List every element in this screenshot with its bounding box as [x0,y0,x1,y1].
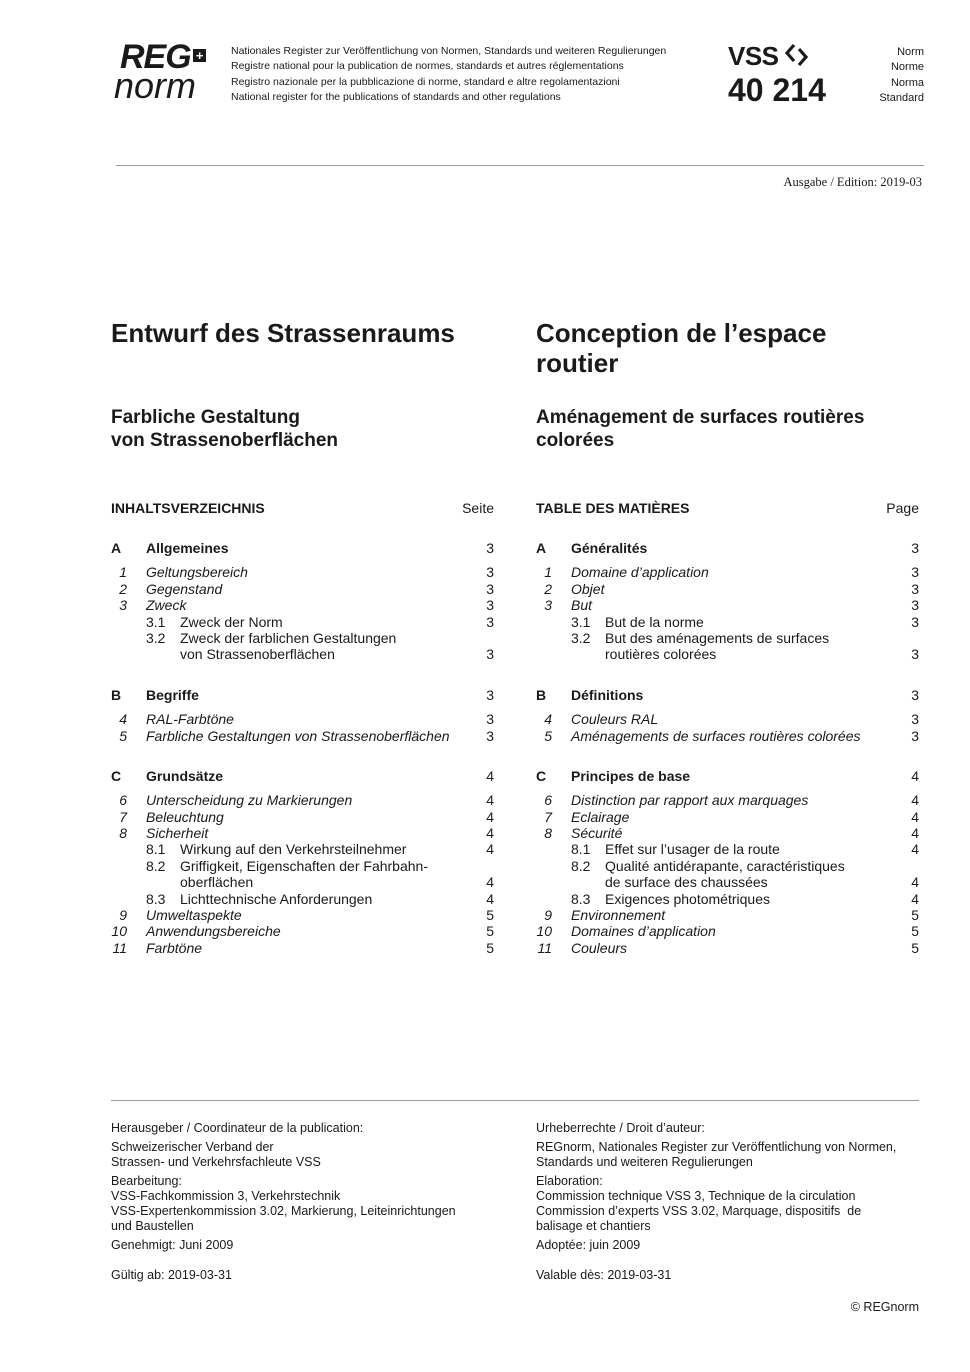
toc-entry-number: 6 [119,792,127,809]
toc-entry-row [536,809,919,825]
toc-section-letter: C [111,767,122,784]
toc-entry-number: 6 [544,792,552,809]
toc-page-number: 3 [486,580,494,597]
toc-spacer [111,663,494,687]
processing-line: Commission d’experts VSS 3.02, Marquage, dispositifs de [536,1204,862,1218]
toc-entry-number: 4 [544,711,552,728]
logo-reg-text: REG [120,38,191,76]
toc-page-number: 3 [911,686,919,703]
toc-heading-de: INHALTSVERZEICHNIS [111,500,265,516]
toc-entry-row [111,923,494,939]
vss-logo [728,42,809,70]
toc-entry-row [536,630,919,646]
norm-number: 40 214 [728,72,826,108]
toc-entry-number: 8 [119,825,127,842]
header-divider [116,165,924,166]
toc-page-number: 3 [486,727,494,744]
toc-page-number: 3 [911,564,919,581]
toc-subentry-number: 3.1 [146,613,166,630]
toc-entry-number: 3 [544,597,552,614]
toc-page-number: 5 [911,923,919,940]
toc-section-title: Allgemeines [146,540,229,556]
toc-spacer [111,784,494,792]
toc-spacer [111,556,494,564]
toc-entry-row [111,907,494,923]
approved-date: Adoptée: juin 2009 [536,1238,641,1252]
toc-subentry-title: Griffigkeit, Eigenschaften der Fahrbahn- [180,857,428,874]
toc-spacer [111,703,494,711]
toc-entry-row [536,581,919,597]
swiss-cross-icon: + [193,49,206,62]
toc-subentry-title: Effet sur l’usager de la route [605,841,780,858]
toc-entry-number: 8 [544,825,552,842]
toc-subentry-title: Qualité antidérapante, caractéristiques [605,857,845,874]
register-description [231,44,666,106]
toc-page-number: 3 [911,540,919,556]
toc-entry-row [111,841,494,857]
toc-subentry-title: Lichttechnische Anforderungen [180,890,373,907]
toc-entry-number: 2 [119,580,127,597]
toc-entry-title: Aménagements de surfaces routières colorées [571,727,861,744]
subtitle-de [111,406,338,452]
toc-subentry-title: But de la norme [605,613,704,630]
toc-page-number: 5 [911,907,919,924]
processing-line: und Baustellen [111,1219,194,1233]
toc-entry-title: Zweck [146,597,187,614]
subtitle-de-line: Farbliche Gestaltung [111,407,300,428]
toc-page-number: 3 [911,711,919,728]
toc-page-label-fr: Page [886,500,919,516]
subtitle-fr-line: colorées [536,430,615,451]
toc-entry-row [536,874,919,890]
toc-entry-row [536,564,919,580]
register-line: Registre national pour la publication de normes, standards et autres réglementations [231,60,624,73]
toc-entry-row [536,728,919,744]
toc-entry-number: 5 [119,727,127,744]
toc-section-title: Principes de base [571,767,691,784]
toc-entry-number: 9 [119,907,127,924]
toc-section-letter: B [536,686,547,703]
toc-spacer [536,663,919,687]
toc-entry-number: 5 [544,727,552,744]
toc-entry-row [111,728,494,744]
toc-subentry-title: Zweck der Norm [180,613,283,630]
toc-subentry-continuation: von Strassenoberflächen [180,646,335,663]
toc-subentry-title: But des aménagements de surfaces [605,629,830,646]
publisher-line: Schweizerischer Verband der [111,1140,274,1154]
footer-divider [111,1100,919,1101]
toc-entry-title: RAL-Farbtöne [146,711,234,728]
footer-de [111,1121,511,1283]
vss-arrows-icon [785,42,809,68]
toc-page-number: 4 [911,841,919,858]
toc-entry-title: Couleurs RAL [571,711,659,728]
toc-entry-row [536,792,919,808]
toc-entry-row [111,564,494,580]
norm-type-labels [879,45,924,106]
toc-page-number: 3 [911,580,919,597]
toc-subentry-number: 8.1 [571,841,591,858]
title-fr-line: Conception de l’espace [536,318,827,348]
toc-page-number: 4 [486,825,494,842]
toc-section-row [536,687,919,703]
toc-page-number: 4 [911,825,919,842]
toc-page-number: 3 [486,646,494,663]
toc-entry-title: Distinction par rapport aux marquages [571,792,809,809]
subtitle-fr-line: Aménagement de surfaces routières [536,407,865,428]
toc-spacer [536,784,919,792]
toc-entry-number: 10 [111,923,127,940]
toc-entry-title: Gegenstand [146,580,223,597]
toc-entry-title: Farbtöne [146,939,203,956]
toc-entry-row [536,825,919,841]
toc-subentry-number: 8.3 [571,890,591,907]
toc-section-letter: A [536,540,547,556]
toc-page-number: 3 [486,540,494,556]
toc-page-number: 3 [911,646,919,663]
valid-date: Valable dès: 2019-03-31 [536,1268,672,1282]
toc-entry-title: Eclairage [571,808,630,825]
toc-entry-title: Domaine d’application [571,564,709,581]
toc-section-title: Grundsätze [146,767,224,784]
subtitle-fr [536,406,864,452]
toc-page-number: 3 [911,613,919,630]
norm-word: Norma [890,76,924,89]
toc-entry-title: Sécurité [571,825,623,842]
toc-page-number: 4 [486,890,494,907]
toc-section-letter: C [536,767,547,784]
subtitle-de-line: von Strassenoberflächen [111,430,339,451]
toc-entry-number: 3 [119,597,127,614]
processing-line: Commission technique VSS 3, Technique de la circulation [536,1189,856,1203]
processing-line: VSS-Fachkommission 3, Verkehrstechnik [111,1189,341,1203]
toc-entry-title: Objet [571,580,605,597]
toc-entry-row [111,858,494,874]
toc-page-number: 4 [911,767,919,784]
toc-page-number: 4 [486,874,494,891]
toc-entry-number: 2 [544,580,552,597]
processing-line: Bearbeitung: [111,1174,182,1188]
toc-entry-title: But [571,597,593,614]
toc-subentry-continuation: de surface des chaussées [605,874,768,891]
toc-entry-number: 11 [537,939,552,956]
toc-subentry-number: 3.1 [571,613,591,630]
toc-subentry-title: Zweck der farblichen Gestaltungen [180,629,397,646]
toc-spacer [536,556,919,564]
toc-entry-row [536,711,919,727]
vss-label: VSS [728,41,779,71]
toc-entry-row [111,809,494,825]
toc-page-number: 4 [486,841,494,858]
register-line: National register for the publications of standards and other regulations [231,91,561,104]
processing-line: balisage et chantiers [536,1219,651,1233]
toc-page-number: 5 [911,939,919,956]
copyright-notice: © REGnorm [850,1300,919,1314]
toc-entry-row [536,597,919,613]
toc-section-title: Begriffe [146,686,199,703]
toc-entry-row [111,940,494,956]
toc-entry-row [111,792,494,808]
toc-entry-row [111,630,494,646]
toc-page-number: 3 [911,727,919,744]
toc-entry-title: Unterscheidung zu Markierungen [146,792,353,809]
register-line: Registro nazionale per la pubblicazione di norme, standard e altre regolamentazioni [231,75,620,88]
toc-heading-fr: TABLE DES MATIÈRES [536,500,690,516]
toc-entry-number: 7 [544,808,552,825]
toc-entry-row [536,923,919,939]
toc-page-number: 5 [486,907,494,924]
approved-date: Genehmigt: Juni 2009 [111,1238,234,1252]
toc-page-number: 5 [486,923,494,940]
processing-line: Elaboration: [536,1174,603,1188]
toc-entry-title: Environnement [571,907,666,924]
processing-line: VSS-Expertenkommission 3.02, Markierung, Leiteinrichtungen [111,1204,456,1218]
toc-entry-row [111,597,494,613]
toc-entry-title: Sicherheit [146,825,209,842]
toc-entry-title: Umweltaspekte [146,907,242,924]
toc-subentry-number: 8.1 [146,841,166,858]
publisher-label: Herausgeber / Coordinateur de la publication: [111,1121,364,1135]
copyright-label: Urheberrechte / Droit d’auteur: [536,1121,705,1135]
toc-page-number: 3 [486,711,494,728]
toc-page-number: 4 [486,767,494,784]
toc-section-title: Généralités [571,540,648,556]
toc-page-number: 4 [486,808,494,825]
toc-entry-title: Anwendungsbereiche [146,923,281,940]
toc-subentry-number: 3.2 [146,629,166,646]
toc-page-number: 3 [486,613,494,630]
toc-entry-row [536,841,919,857]
toc-entry-title: Beleuchtung [146,808,224,825]
toc-spacer [536,703,919,711]
toc-entry-row [111,581,494,597]
toc-entry-title: Domaines d’application [571,923,716,940]
publisher-line: Strassen- und Verkehrsfachleute VSS [111,1155,321,1169]
toc-page-number: 5 [486,939,494,956]
toc-entry-row [111,891,494,907]
toc-page-number: 3 [486,564,494,581]
toc-entry-row [111,614,494,630]
toc-entry-title: Farbliche Gestaltungen von Strassenoberflächen [146,727,450,744]
toc-section-row [536,540,919,556]
toc-section-letter: B [111,686,122,703]
toc-subentry-title: Exigences photométriques [605,890,770,907]
footer-fr [536,1121,936,1283]
toc-page-label-de: Seite [462,500,494,516]
toc-subentry-continuation: routières colorées [605,646,717,663]
toc-entry-number: 7 [119,808,127,825]
toc-entry-row [536,858,919,874]
toc-entry-row [111,825,494,841]
valid-date: Gültig ab: 2019-03-31 [111,1268,232,1282]
toc-page-number: 3 [911,597,919,614]
toc-section-row [111,687,494,703]
toc-section-letter: A [111,540,122,556]
toc-entry-row [111,711,494,727]
toc-subentry-number: 8.2 [146,857,166,874]
toc-subentry-title: Wirkung auf den Verkehrsteilnehmer [180,841,407,858]
toc-subentry-continuation: oberflächen [180,874,254,891]
toc-spacer [536,744,919,768]
toc-section-row [111,540,494,556]
toc-page-number: 3 [486,686,494,703]
toc-entry-number: 9 [544,907,552,924]
toc-entry-row [536,907,919,923]
copyright-line: REGnorm, Nationales Register zur Veröffentlichung von Normen, [536,1140,897,1154]
norm-word: Norm [897,46,924,58]
toc-entry-number: 11 [112,939,127,956]
copyright-line: Standards und weiteren Regulierungen [536,1155,753,1169]
toc-entry-row [536,614,919,630]
title-fr-line: routier [536,348,619,378]
toc-entry-title: Geltungsbereich [146,564,248,581]
toc-section-title: Définitions [571,686,644,703]
toc-entry-row [111,874,494,890]
toc-entry-number: 10 [536,923,552,940]
toc-entry-number: 4 [119,711,127,728]
toc-spacer [111,744,494,768]
toc-entry-row [536,646,919,662]
toc-subentry-number: 8.3 [146,890,166,907]
toc-section-row [536,768,919,784]
toc-page-number: 4 [911,890,919,907]
toc-page-number: 4 [911,874,919,891]
register-line: Nationales Register zur Veröffentlichung von Normen, Standards und weiteren Regulierungen [231,45,667,57]
norm-word: Norme [890,61,924,74]
toc-entry-number: 1 [119,564,127,581]
toc-subentry-number: 8.2 [571,857,591,874]
toc-de [111,540,494,956]
toc-entry-row [536,891,919,907]
toc-entry-number: 1 [544,564,552,581]
toc-page-number: 4 [486,792,494,809]
toc-fr [536,540,919,956]
regnorm-logo-bottom: norm [114,65,197,106]
toc-entry-row [111,646,494,662]
edition-date: Ausgabe / Edition: 2019-03 [783,175,922,189]
toc-page-number: 4 [911,792,919,809]
title-fr [536,318,826,378]
toc-page-number: 3 [486,597,494,614]
toc-page-number: 4 [911,808,919,825]
norm-word: Standard [879,91,924,104]
toc-entry-row [536,940,919,956]
title-de: Entwurf des Strassenraums [111,318,455,348]
toc-section-row [111,768,494,784]
toc-subentry-number: 3.2 [571,629,591,646]
toc-entry-title: Couleurs [571,939,628,956]
